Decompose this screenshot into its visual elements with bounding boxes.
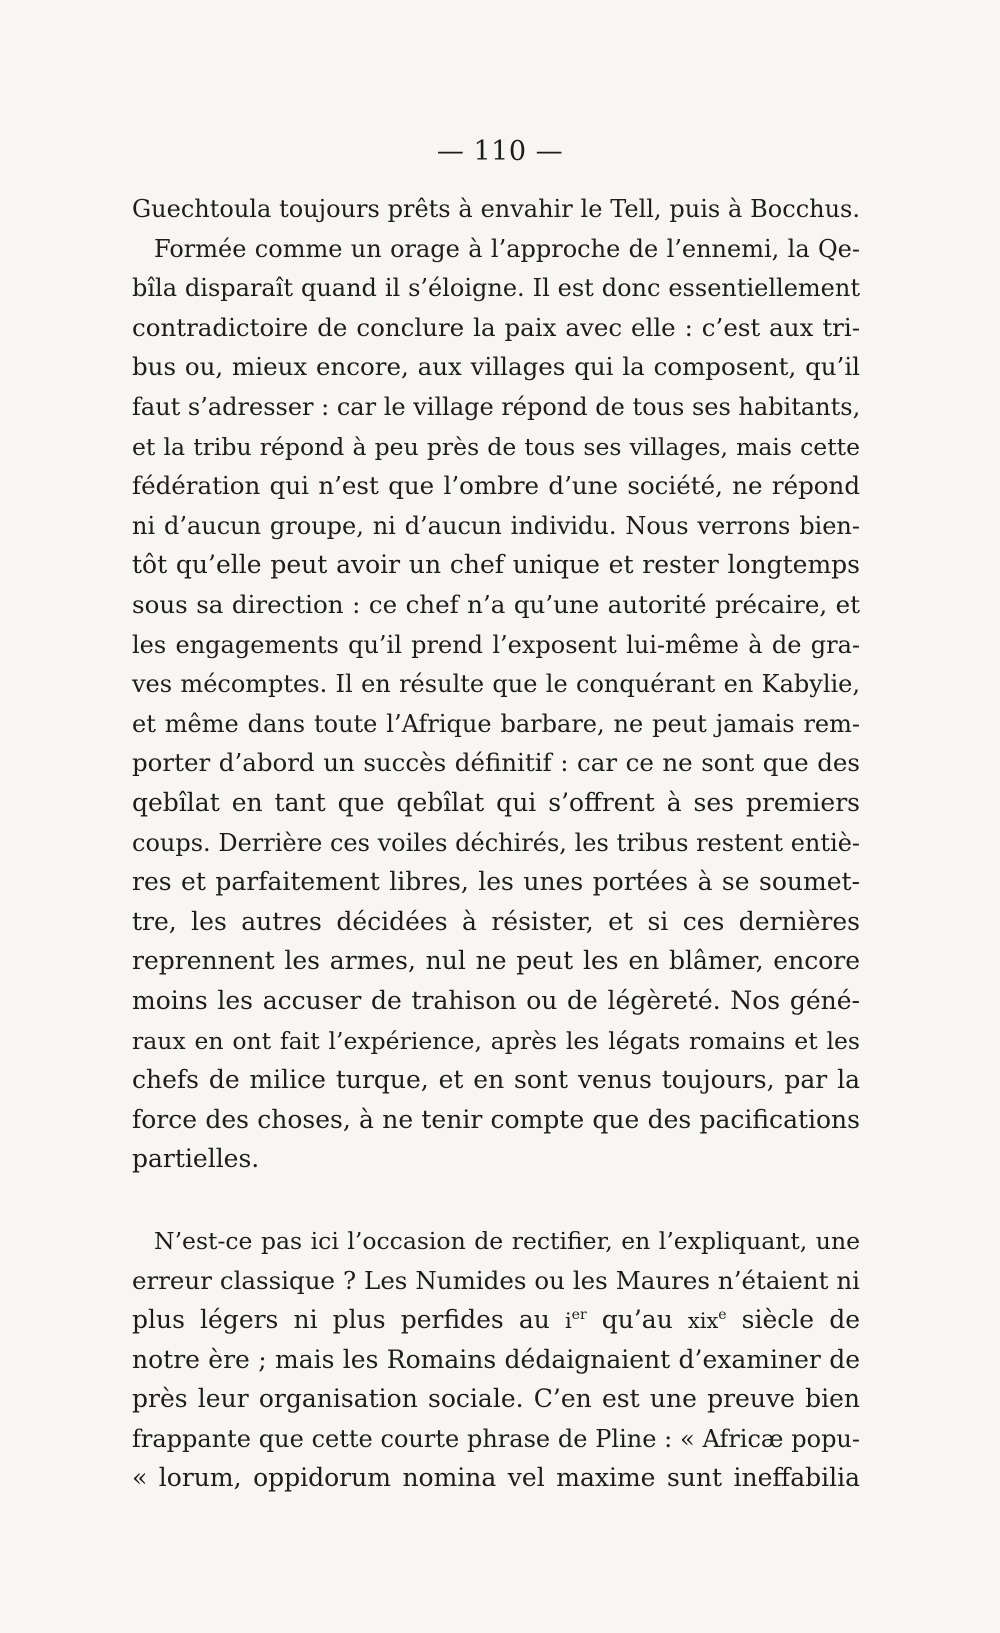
text-line: bus ou, mieux encore, aux villages qui la composent, qu’il — [132, 352, 860, 381]
text-line: Formée comme un orage à l’approche de l’ennemi, la Qe- — [154, 235, 860, 263]
text-line: les engagements qu’il prend l’exposent lui-même à de gra- — [132, 631, 860, 659]
text-fragment: e — [718, 1307, 727, 1323]
text-fragment: er — [571, 1307, 587, 1323]
text-line: moins les accuser de trahison ou de légèreté. Nos géné- — [132, 986, 860, 1015]
text-line: contradictoire de conclure la paix avec elle : c’est aux tri- — [132, 313, 860, 342]
text-line: N’est-ce pas ici l’occasion de rectifier, en l’expliquant, une — [154, 1227, 860, 1255]
text-line: raux en ont fait l’expérience, après les légats romains et les — [132, 1027, 860, 1055]
text-line: Guechtoula toujours prêts à envahir le Tell, puis à Bocchus. — [132, 195, 860, 223]
text-line: et même dans toute l’Afrique barbare, ne peut jamais rem- — [132, 710, 860, 738]
text-line: fédération qui n’est que l’ombre d’une société, ne répond — [132, 471, 860, 500]
text-fragment: plus légers ni plus perfides au — [132, 1305, 565, 1334]
text-line: faut s’adresser : car le village répond de tous ses habitants, — [132, 393, 861, 421]
text-line: tre, les autres décidées à résister, et si ces dernières — [132, 907, 860, 936]
page-number: — 110 — — [436, 136, 564, 167]
text-line: force des choses, à ne tenir compte que des pacifications — [132, 1105, 860, 1134]
text-line: res et parfaitement libres, les unes portées à se soumet- — [132, 867, 860, 896]
text-line: reprennent les armes, nul ne peut les en blâmer, encore — [132, 946, 860, 975]
text-fragment: qu’au — [586, 1305, 688, 1334]
text-fragment: siècle de — [726, 1305, 860, 1334]
text-line: qebîlat en tant que qebîlat qui s’offrent à ses premiers — [132, 788, 860, 817]
text-line — [132, 1305, 860, 1336]
text-line: porter d’abord un succès définitif : car ce ne sont que des — [132, 748, 860, 777]
text-line: « lorum, oppidorum nomina vel maxime sunt ineffabilia — [132, 1463, 860, 1492]
text-line: bîla disparaît quand il s’éloigne. Il est donc essentiellement — [132, 274, 860, 302]
text-fragment: xix — [687, 1309, 719, 1333]
text-line: et la tribu répond à peu près de tous ses villages, mais cette — [132, 433, 860, 461]
text-line: notre ère ; mais les Romains dédaignaient d’examiner de — [132, 1345, 860, 1374]
text-line: coups. Derrière ces voiles déchirés, les tribus restent entiè- — [132, 829, 860, 857]
text-line: sous sa direction : ce chef n’a qu’une autorité précaire, et — [132, 590, 860, 619]
text-line: ves mécomptes. Il en résulte que le conquérant en Kabylie, — [132, 670, 860, 698]
text-fragment: i — [564, 1309, 572, 1333]
text-line: chefs de milice turque, et en sont venus toujours, par la — [132, 1065, 860, 1094]
text-line: erreur classique ? Les Numides ou les Maures n’étaient ni — [132, 1266, 860, 1295]
text-line: près leur organisation sociale. C’en est une preuve bien — [132, 1384, 860, 1413]
text-line: tôt qu’elle peut avoir un chef unique et rester longtemps — [132, 550, 860, 579]
text-line: partielles. — [132, 1144, 260, 1173]
text-line: ni d’aucun groupe, ni d’aucun individu. Nous verrons bien- — [132, 512, 860, 540]
text-line: frappante que cette courte phrase de Pline : « Africæ popu- — [132, 1425, 860, 1453]
